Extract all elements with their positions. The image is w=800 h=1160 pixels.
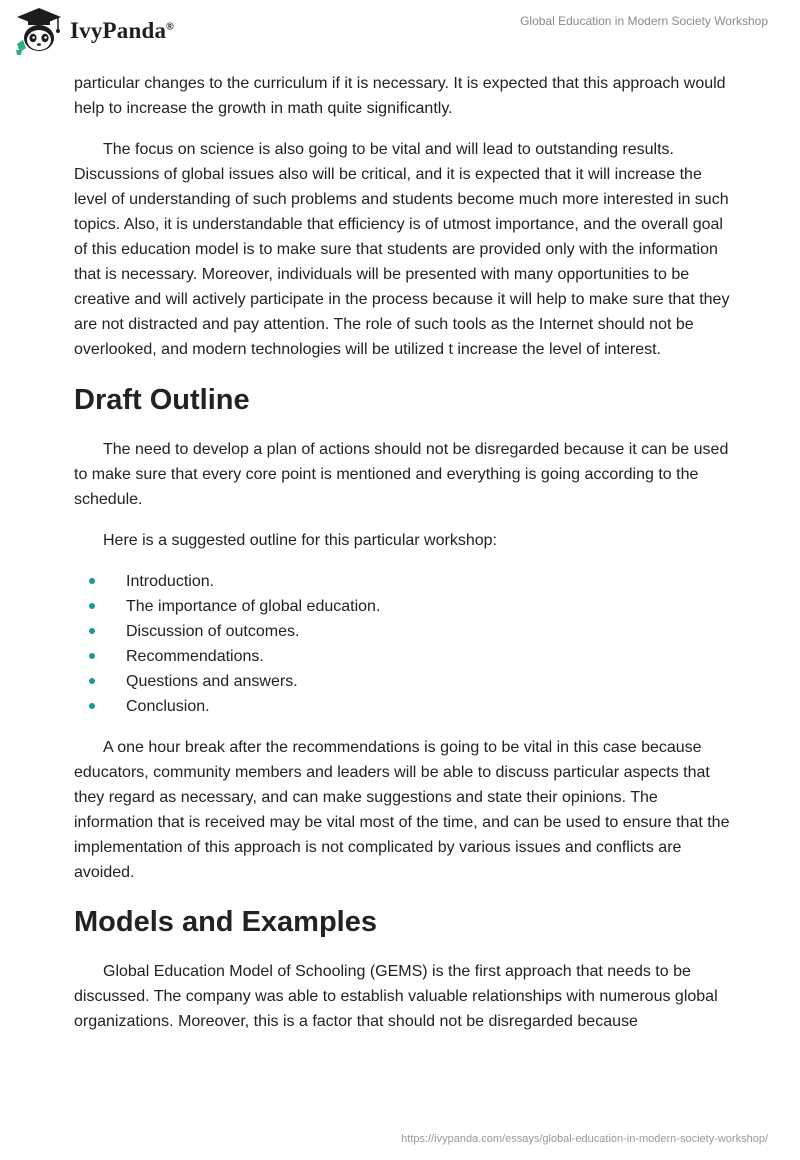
paragraph-plan-of-actions: The need to develop a plan of actions should not be disregarded because it can be used to make sure that every core point is mentioned and everything is going according to the schedule.: [74, 441, 729, 508]
paragraph-gems: Global Education Model of Schooling (GEMS) is the first approach that needs to be discussed. The company was able to establish valuable relationships with numerous global organizations. Moreover, this is a factor that should not be disregarded because: [74, 963, 718, 1030]
paragraph-science-focus: The focus on science is also going to be vital and will lead to outstanding results. Discussions of global issues also will be critical, and it is expected that it will increase the level of understanding of such problems and students become much more interested in such topics. Also, it is understandable that efficiency is of utmost importance, and the overall goal of this education model is to make sure that students are provided only with the information that is necessary. Moreover, individuals will be presented with many opportunities to be creative and will actively participate in the process because it will help to make sure that they are not distracted and pay attention. The role of such tools as the Internet should not be overlooked, and modern technologies will be utilized t increase the level of interest.: [74, 141, 730, 358]
bullet-icon: [89, 578, 95, 584]
list-item: Conclusion.: [74, 694, 730, 719]
ivypanda-logo[interactable]: [14, 6, 174, 56]
source-url[interactable]: https://ivypanda.com/essays/global-education-in-modern-society-workshop/: [401, 1133, 768, 1145]
panda-graduate-icon: [14, 6, 64, 56]
list-item: Discussion of outcomes.: [74, 619, 730, 644]
list-item: Introduction.: [74, 569, 730, 594]
heading-draft-outline: Draft Outline: [74, 384, 250, 416]
paragraph-continued: particular changes to the curriculum if it is necessary. It is expected that this approach would help to increase the growth in math quite significantly.: [74, 75, 726, 117]
document-title: Global Education in Modern Society Workshop: [520, 14, 768, 28]
list-item: Recommendations.: [74, 644, 730, 669]
bullet-icon: [89, 603, 95, 609]
outline-list: [74, 569, 730, 719]
paragraph-one-hour-break: A one hour break after the recommendations is going to be vital in this case because educators, community members and leaders will be able to discuss particular aspects that they regard as necessary, and can make suggestions and state their opinions. The information that is received may be vital most of the time, and can be used to ensure that the implementation of this approach is not complicated by various issues and conflicts are avoided.: [74, 739, 730, 881]
logo-text: IvyPanda®: [70, 18, 174, 43]
list-item: The importance of global education.: [74, 594, 730, 619]
bullet-icon: [89, 653, 95, 659]
page-header: [0, 0, 800, 70]
heading-models-and-examples: Models and Examples: [74, 906, 377, 938]
bullet-icon: [89, 703, 95, 709]
essay-content: [74, 71, 730, 1050]
registered-mark: ®: [166, 21, 174, 33]
bullet-icon: [89, 628, 95, 634]
list-item: Questions and answers.: [74, 669, 730, 694]
paragraph-outline-intro: Here is a suggested outline for this particular workshop:: [103, 532, 497, 549]
bullet-icon: [89, 678, 95, 684]
